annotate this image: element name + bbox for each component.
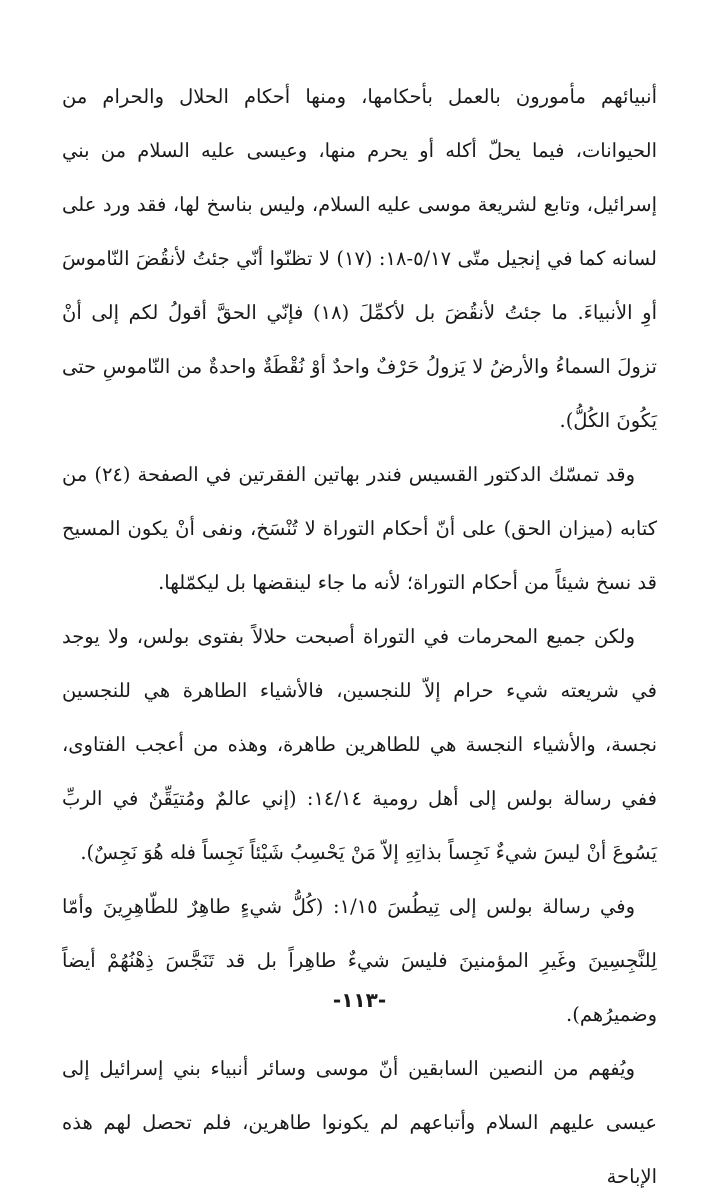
body-text bbox=[62, 70, 657, 1204]
paragraph-4: وفي رسالة بولس إلى تِيطُسَ ١/١٥: (كُلُّ شيءٍ طاهِرٌ للطّاهِرِينَ وأمّا لِلنَّجِسِينَ وغَيرِ المؤمنينَ فليسَ شيءٌ طاهِراً بل قد تَنَجَّسَ ذِهْنُهُمْ أيضاً وضميرُهم). bbox=[62, 895, 657, 1026]
paragraph-5: ويُفهم من النصين السابقين أنّ موسى وسائر أنبياء بني إسرائيل إلى عيسى عليهم السلام وأتباعهم لم يكونوا طاهرين، فلم تحصل لهم هذه الإباحة bbox=[62, 1057, 657, 1188]
page-number: -١١٣- bbox=[332, 988, 387, 1012]
paragraph-2: وقد تمسّك الدكتور القسيس فندر بهاتين الفقرتين في الصفحة (٢٤) من كتابه (ميزان الحق) على أنّ أحكام التوراة لا تُنْسَخ، ونفى أنْ يكون المسيح قد نسخ شيئاً من أحكام التوراة؛ لأنه ما جاء لينقضها بل ليكمّلها. bbox=[62, 463, 657, 594]
paragraph-1: أنبيائهم مأمورون بالعمل بأحكامها، ومنها أحكام الحلال والحرام من الحيوانات، فيما يحلّ أكله أو يحرم منها، وعيسى عليه السلام من بني إسرائيل، وتابع لشريعة موسى عليه السلام، وليس بناسخ لها، فقد ورد على لسانه كما في إنجيل متّى ٥/١٧-١٨: (١٧) لا تظنّوا أنّي جئتُ لأنقُضَ النّاموسَ أوِ الأنبياءَ. ما جئتُ لأنقُضَ بل لأكمِّلَ (١٨) فإنّي الحقَّ أقولُ لكم إلى أنْ تزولَ السماءُ والأرضُ لا يَزولُ حَرْفٌ واحدٌ أوْ نُقْطَةٌ واحدةٌ من النّاموسِ حتى يَكُونَ الكُلُّ). bbox=[62, 85, 657, 432]
paragraph-3: ولكن جميع المحرمات في التوراة أصبحت حلالاً بفتوى بولس، ولا يوجد في شريعته شيء حرام إلاّ للنجسين، فالأشياء الطاهرة هي للنجسين نجسة، والأشياء النجسة هي للطاهرين طاهرة، وهذه من أعجب الفتاوى، ففي رسالة بولس إلى أهل رومية ١٤/١٤: (إني عالمٌ ومُتيَقِّنٌ في الربِّ يَسُوعَ أنْ ليسَ شيءٌ نَجِساً بذاتِهِ إلاّ مَنْ يَحْسِبُ شَيْئاً نَجِساً فله هُوَ نَجِسٌ). bbox=[62, 625, 657, 864]
